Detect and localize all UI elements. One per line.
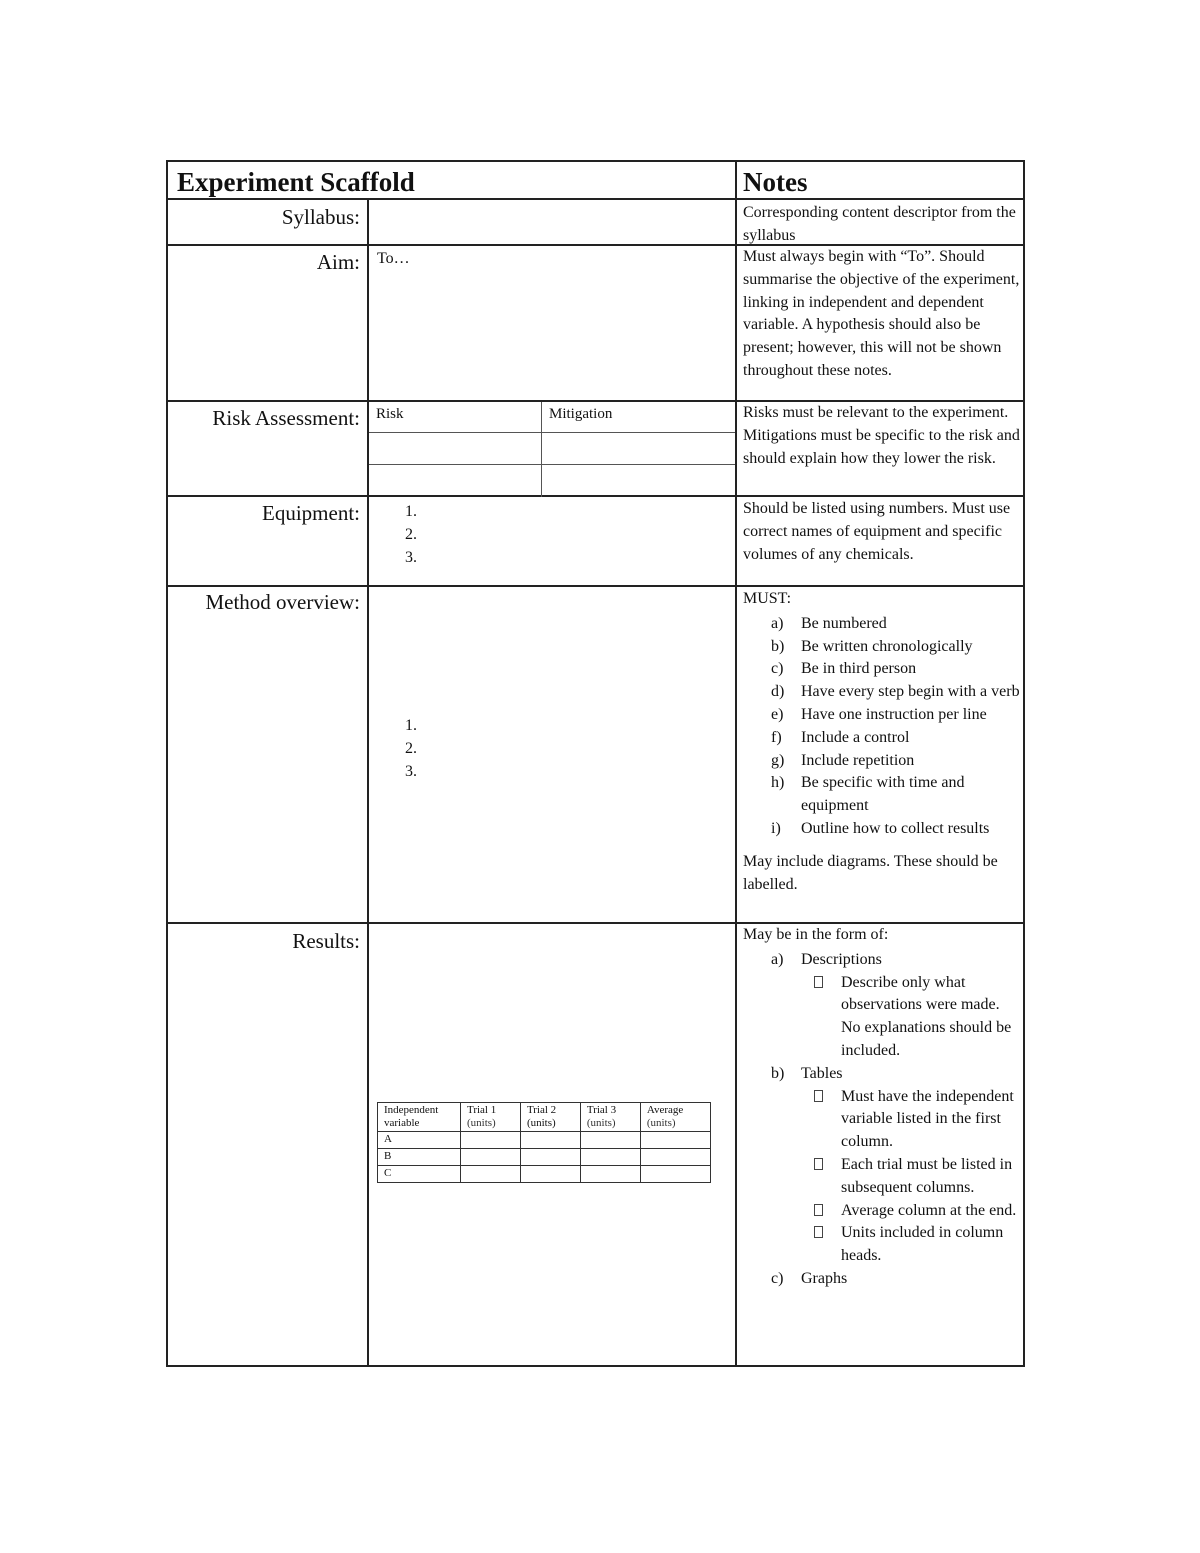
table-header-cell: Trial 1 (units) xyxy=(461,1103,521,1132)
risk-table-row-line xyxy=(369,464,735,465)
list-item: 2. xyxy=(405,526,417,543)
table-header-cell: Independent variable xyxy=(378,1103,461,1132)
table-header-cell: Trial 2 (units) xyxy=(520,1103,580,1132)
row-divider xyxy=(168,585,1023,587)
bullet-box-icon xyxy=(814,976,823,988)
list-item: g) Include repetition xyxy=(771,751,915,769)
aim-field[interactable]: To… xyxy=(377,250,410,267)
table-cell[interactable] xyxy=(580,1166,640,1183)
equipment-list[interactable] xyxy=(405,500,417,569)
risk-table xyxy=(369,402,735,497)
mitigation-column-header: Mitigation xyxy=(549,406,613,422)
list-item: d) Have every step begin with a verb xyxy=(771,683,1020,701)
results-forms-list xyxy=(743,949,1023,972)
bullet-box-icon xyxy=(814,1204,823,1216)
list-item: 2. xyxy=(405,740,417,757)
syllabus-notes: Corresponding content descriptor from the syllabus xyxy=(743,204,1016,244)
tables-bullets xyxy=(743,1086,1023,1268)
list-item: e) Have one instruction per line xyxy=(771,705,987,723)
list-item: f) Include a control xyxy=(771,728,910,746)
bullet-box-icon xyxy=(814,1158,823,1170)
results-forms-list xyxy=(743,1063,1023,1086)
table-cell[interactable] xyxy=(461,1132,521,1149)
bullet-box-icon xyxy=(814,1090,823,1102)
label-column-divider xyxy=(367,198,369,1365)
method-notes xyxy=(743,588,1023,896)
table-row xyxy=(378,1166,711,1183)
table-cell[interactable] xyxy=(520,1132,580,1149)
list-item: i) Outline how to collect results xyxy=(771,819,990,837)
equipment-notes: Should be listed using numbers. Must use correct names of equipment and specific volumes of any chemicals. xyxy=(743,500,1011,563)
results-forms-list xyxy=(743,1268,1023,1291)
method-requirements-list xyxy=(743,613,1023,841)
row-divider xyxy=(168,198,1023,200)
risk-label: Risk Assessment: xyxy=(212,406,360,430)
list-item: a) Be numbered xyxy=(771,614,887,632)
table-cell[interactable] xyxy=(461,1166,521,1183)
results-notes-intro: May be in the form of: xyxy=(743,926,889,943)
table-cell[interactable] xyxy=(640,1149,710,1166)
method-notes-intro: MUST: xyxy=(743,590,792,607)
aim-label: Aim: xyxy=(316,250,360,274)
table-cell[interactable] xyxy=(580,1132,640,1149)
table-cell[interactable] xyxy=(520,1149,580,1166)
syllabus-label: Syllabus: xyxy=(281,205,360,229)
method-label: Method overview: xyxy=(205,590,360,614)
equipment-label: Equipment: xyxy=(262,501,360,525)
list-item: Average column at the end. xyxy=(743,1200,1023,1223)
bullet-box-icon xyxy=(814,1226,823,1238)
table-cell: B xyxy=(378,1149,461,1166)
table-row xyxy=(378,1149,711,1166)
risk-notes: Risks must be relevant to the experiment. Mitigations must be specific to the risk and should explain how they lower the risk. xyxy=(743,404,1020,467)
method-list[interactable] xyxy=(405,714,417,783)
table-cell: A xyxy=(378,1132,461,1149)
notes-column-divider xyxy=(735,162,737,1365)
experiment-scaffold-table xyxy=(166,160,1025,1367)
list-item: h) Be specific with time and equipment xyxy=(771,774,965,815)
aim-notes: Must always begin with “To”. Should summarise the objective of the experiment, linking in independent and dependent variable. A hypothesis should also be present; however, this will not be shown throughout these notes. xyxy=(743,248,1020,379)
notes-title: Notes xyxy=(743,167,808,197)
table-cell[interactable] xyxy=(580,1149,640,1166)
list-item: 3. xyxy=(405,549,417,566)
table-header-cell: Trial 3 (units) xyxy=(580,1103,640,1132)
table-row xyxy=(378,1132,711,1149)
list-item: 1. xyxy=(405,717,417,734)
descriptions-bullets xyxy=(743,972,1023,1063)
risk-table-row-line xyxy=(369,432,735,433)
list-item: a) Descriptions xyxy=(771,950,882,968)
list-item: b) Tables xyxy=(771,1064,843,1082)
list-item: c) Graphs xyxy=(771,1269,848,1287)
results-table xyxy=(377,1102,711,1183)
table-header-cell: Average (units) xyxy=(640,1103,710,1132)
document-title: Experiment Scaffold xyxy=(177,167,415,197)
list-item: 3. xyxy=(405,763,417,780)
table-cell[interactable] xyxy=(640,1166,710,1183)
list-item: c) Be in third person xyxy=(771,660,917,678)
list-item: Each trial must be listed in subsequent columns. xyxy=(743,1154,1023,1200)
table-cell[interactable] xyxy=(461,1149,521,1166)
risk-column-header: Risk xyxy=(376,406,404,422)
table-cell[interactable] xyxy=(520,1166,580,1183)
results-label: Results: xyxy=(292,929,360,953)
table-header-row xyxy=(378,1103,711,1132)
table-cell[interactable] xyxy=(640,1132,710,1149)
list-item: Describe only what observations were made. No explanations should be included. xyxy=(743,972,1023,1063)
list-item: b) Be written chronologically xyxy=(771,637,973,655)
list-item: Must have the independent variable listed in the first column. xyxy=(743,1086,1023,1154)
list-item: 1. xyxy=(405,503,417,520)
list-item: Units included in column heads. xyxy=(743,1222,1023,1268)
table-cell: C xyxy=(378,1166,461,1183)
risk-table-column-line xyxy=(541,402,542,497)
results-notes xyxy=(743,924,1023,1291)
method-notes-diagrams: May include diagrams. These should be labelled. xyxy=(743,852,998,893)
